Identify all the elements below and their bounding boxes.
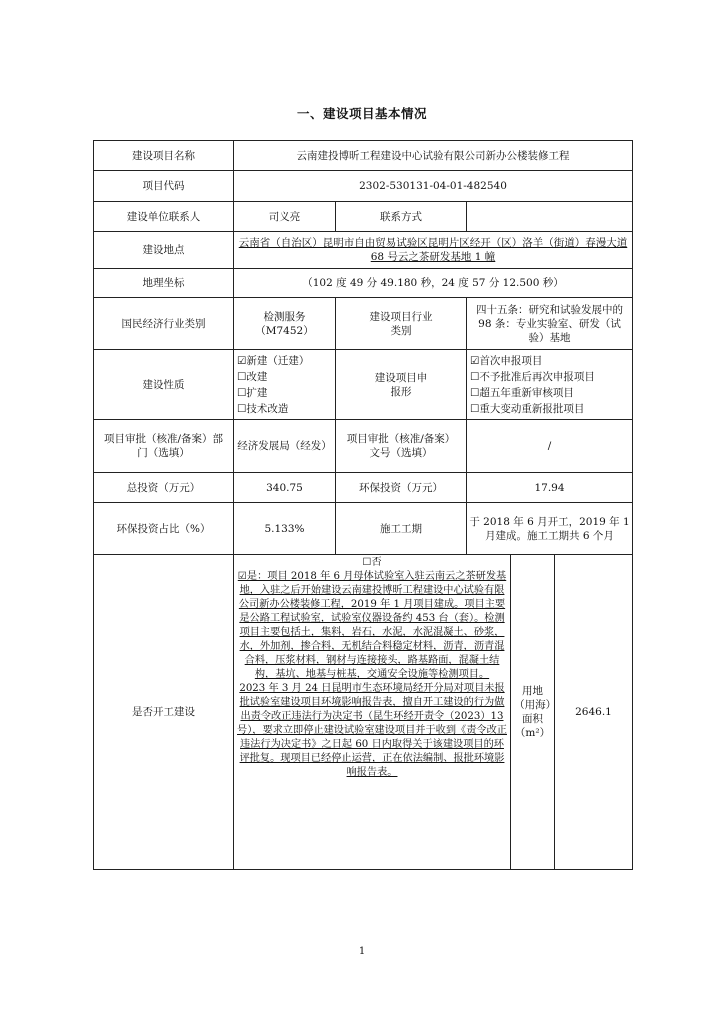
nature-option-expand[interactable]: ☐扩建 [237, 386, 268, 399]
row-approval [94, 420, 633, 473]
value-approval-no: / [467, 420, 633, 473]
started-option-no[interactable]: ☐否 [362, 557, 382, 568]
nature-option-rebuild[interactable]: ☐改建 [237, 370, 268, 383]
value-contact: 司义亮 [234, 202, 336, 232]
row-started [94, 555, 633, 870]
label-total-investment: 总投资（万元） [94, 473, 234, 503]
declaration-option-first[interactable]: ☑首次申报项目 [470, 354, 543, 367]
label-coords: 地理坐标 [94, 269, 234, 298]
row-industry [94, 298, 633, 350]
label-industry: 国民经济行业类别 [94, 298, 234, 350]
value-location: 云南省（自治区）昆明市自由贸易试验区昆明片区经开（区）洛羊（街道）春漫大道 68 号云之茶研发基地 1 幢 [234, 232, 633, 269]
value-industry: 检测服务（M7452） [234, 298, 336, 350]
value-project-name: 云南建投博昕工程建设中心试验有限公司新办公楼装修工程 [234, 141, 633, 171]
label-project-code: 项目代码 [94, 171, 234, 202]
label-land-area: 用地（用海）面积（m²） [511, 555, 555, 870]
nature-option-tech[interactable]: ☐技术改造 [237, 402, 289, 415]
value-project-code: 2302-530131-04-01-482540 [234, 171, 633, 202]
label-nature: 建设性质 [94, 350, 234, 420]
label-declaration: 建设项目申报形 [336, 350, 467, 420]
label-construction-period: 施工工期 [336, 503, 467, 555]
nature-option-new[interactable]: ☑新建（迁建） [237, 354, 310, 367]
label-project-name: 建设项目名称 [94, 141, 234, 171]
row-project-code [94, 171, 633, 202]
label-started: 是否开工建设 [94, 555, 234, 870]
value-land-area: 2646.1 [555, 555, 633, 870]
declaration-option-major-change[interactable]: ☐重大变动重新报批项目 [470, 402, 585, 415]
row-project-name [94, 141, 633, 171]
label-env-ratio: 环保投资占比（%） [94, 503, 234, 555]
declaration-option-five-year[interactable]: ☐超五年重新审核项目 [470, 386, 574, 399]
declaration-option-resubmit[interactable]: ☐不予批准后再次申报项目 [470, 370, 595, 383]
value-contact-method [467, 202, 633, 232]
label-approval-dept: 项目审批（核准/备案）部门（选填） [94, 420, 234, 473]
label-contact-method: 联系方式 [336, 202, 467, 232]
started-detail [234, 555, 511, 870]
project-info-table [93, 140, 633, 870]
value-total-investment: 340.75 [234, 473, 336, 503]
row-location [94, 232, 633, 269]
nature-options [234, 350, 336, 420]
label-approval-no: 项目审批（核准/备案）文号（选填） [336, 420, 467, 473]
page-number: 1 [358, 946, 366, 957]
row-coords [94, 269, 633, 298]
value-project-industry: 四十五条：研究和试验发展中的 98 条：专业实验室、研发（试验）基地 [467, 298, 633, 350]
label-project-industry: 建设项目行业类别 [336, 298, 467, 350]
row-contact [94, 202, 633, 232]
section-title: 一、建设项目基本情况 [296, 106, 427, 121]
label-location: 建设地点 [94, 232, 234, 269]
row-investment [94, 473, 633, 503]
value-coords: （102 度 49 分 49.180 秒，24 度 57 分 12.500 秒） [234, 269, 633, 298]
declaration-options [467, 350, 633, 420]
started-penalty-text: 2023 年 3 月 24 日昆明市生态环境局经开分局对项目未报批试验室建设项目环境影响报告表，擅自开工建设的行为做出责令改正违法行为决定书（昆生环经开责令（2023）13 号），要求立即停止建设试验室建设项目并于收到《责令改正违法行为决定书》之日起 60 日内取得关于该建设项目的环评批复。现项目已经停止运营，正在依法编制、报批环境影响报告表。 [237, 683, 507, 778]
row-env-ratio [94, 503, 633, 555]
value-env-ratio: 5.133% [234, 503, 336, 555]
value-construction-period: 于 2018 年 6 月开工，2019 年 1 月建成。施工工期共 6 个月 [467, 503, 633, 555]
value-approval-dept: 经济发展局（经发） [234, 420, 336, 473]
row-nature [94, 350, 633, 420]
label-env-investment: 环保投资（万元） [336, 473, 467, 503]
value-env-investment: 17.94 [467, 473, 633, 503]
started-option-yes-text: ☑是：项目 2018 年 6 月母体试验室入驻云南云之茶研发基地，入驻之后开始建设云南建投博昕工程建设中心试验有限公司新办公楼装修工程，2019 年 1 月项目建成。项目主要是公路工程试验室，试验室仪器设备约 453 台（套）。检测项目主要包括土，集料，岩石，水泥，水泥混凝土、砂浆，水，外加剂，掺合料，无机结合料稳定材料，沥青，沥青混合料，压浆材料，钢材与连接接头，路基路面，混凝土结构，基坑、地基与桩基，交通安全设施等检测项目。 [237, 571, 507, 680]
label-contact: 建设单位联系人 [94, 202, 234, 232]
